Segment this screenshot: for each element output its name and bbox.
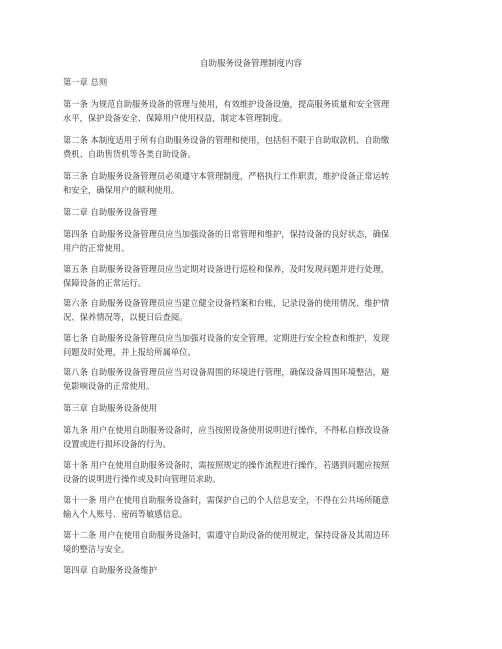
- text-line: 第十条 用户在使用自助服务设备时，需按照规定的操作流程进行操作，若遇到问题应按照: [63, 460, 390, 470]
- chapter-heading-2: [63, 206, 435, 220]
- text-line: 第二条 本制度适用于所有自助服务设备的管理和使用，包括但不限于自助取款机、自助缴: [63, 135, 390, 145]
- article-9: [63, 424, 435, 451]
- text-line: 第十二条 用户在使用自助服务设备时，需遵守自助设备的使用规定，保持设备及其周边环: [63, 530, 390, 540]
- article-1: [63, 98, 435, 125]
- text-line: 第一条 为规范自助服务设备的管理与使用，有效维护设备设施，提高服务质量和安全管理: [63, 99, 390, 109]
- text-line: 保障设备的正常运行。: [63, 277, 146, 288]
- text-line: 第三条 自助服务设备管理员必须遵守本管理制度，严格执行工作职责，维护设备正常运转: [63, 171, 390, 181]
- text-line: 第五条 自助服务设备管理员应当定期对设备进行巡检和保养，及时发现问题并进行处理，: [63, 264, 390, 274]
- text-line: 第十一条 用户在使用自助服务设备时，需保护自己的个人信息安全，不得在公共场所随意: [63, 495, 390, 505]
- article-7: [63, 332, 435, 359]
- text-line: 免影响设备的正常使用。: [63, 380, 155, 391]
- text-line: 第三章 自助服务设备使用: [63, 403, 157, 413]
- text-line: 设备的说明进行操作或及时向管理员求助。: [63, 473, 221, 484]
- article-3: [63, 170, 435, 197]
- text-line: 境的整洁与安全。: [63, 543, 130, 554]
- article-11: [63, 494, 435, 521]
- text-line: 第一章 总则: [63, 77, 108, 87]
- chapter-heading-3: [63, 402, 435, 416]
- text-line: 输入个人账号、密码等敏感信息。: [63, 508, 188, 519]
- article-4: [63, 228, 435, 255]
- article-12: [63, 529, 435, 556]
- text-line: 第八条 自助服务设备管理员应当对设备周围的环境进行管理，确保设备周围环境整洁，避: [63, 367, 390, 377]
- text-line: 和安全，确保用户的顺利使用。: [63, 184, 180, 195]
- article-10: [63, 459, 435, 486]
- text-line: 第九条 用户在使用自助服务设备时，应当按照设备使用说明进行操作，不得私自修改设备: [63, 425, 390, 435]
- text-line: 第七条 自助服务设备管理员应当加强对设备的安全管理，定期进行安全检查和维护，发现: [63, 333, 390, 343]
- text-line: 况、保养情况等，以便日后查阅。: [63, 311, 188, 322]
- article-5: [63, 263, 435, 290]
- text-line: 设置或进行损坏设备的行为。: [63, 438, 171, 449]
- text-line: 费机、自助售货机等各类自助设备。: [63, 148, 196, 159]
- article-8: [63, 366, 435, 393]
- text-line: 第四条 自助服务设备管理员应当加强设备的日常管理和维护，保持设备的良好状态，确保: [63, 229, 390, 239]
- text-line: 第四章 自助服务设备维护: [63, 565, 157, 575]
- text-line: 水平，保护设备安全、保障用户使用权益，制定本管理制度。: [63, 112, 288, 123]
- chapter-heading-4: [63, 564, 435, 578]
- text-line: 用户的正常使用。: [63, 242, 130, 253]
- text-line: 第六条 自助服务设备管理员应当建立健全设备档案和台账，记录设备的使用情况、维护情: [63, 298, 390, 308]
- article-2: [63, 134, 435, 161]
- article-6: [63, 297, 435, 324]
- chapter-heading-1: [63, 76, 435, 90]
- text-line: 第二章 自助服务设备管理: [63, 207, 157, 217]
- text-line: 问题及时处理，并上报给所属单位。: [63, 346, 196, 357]
- document-title: 自助服务设备管理制度内容: [199, 59, 302, 69]
